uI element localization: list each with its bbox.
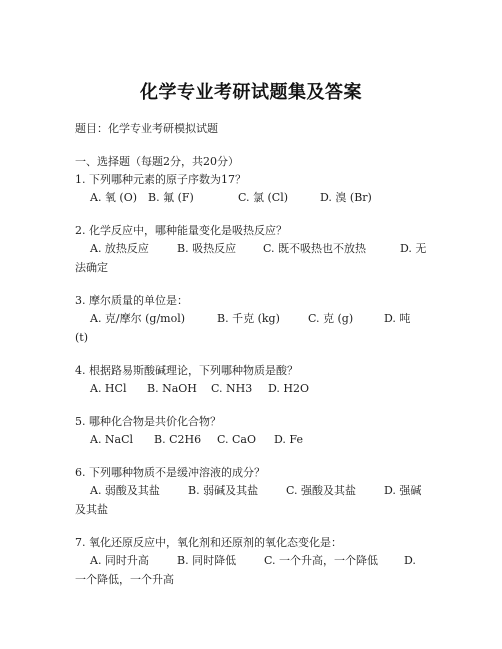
question-3-stem: 3. 摩尔质量的单位是： xyxy=(75,294,188,307)
question-2-option-b: B. 吸热反应 xyxy=(177,242,237,255)
question-5-option-a: A. NaCl xyxy=(90,433,134,446)
question-3-option-b: B. 千克 (kg) xyxy=(217,312,280,325)
question-4-option-c: C. NH3 xyxy=(211,382,253,395)
question-1-option-a: A. 氧 (O) xyxy=(90,191,138,204)
question-6-stem: 6. 下列哪种物质不是缓冲溶液的成分？ xyxy=(75,466,265,479)
exam-subject: 题目：化学专业考研模拟试题 xyxy=(75,122,218,135)
question-2-option-d-continuation: 法确定 xyxy=(75,261,108,274)
question-5-option-d: D. Fe xyxy=(274,433,303,446)
question-1-option-d: D. 溴 (Br) xyxy=(320,191,372,204)
question-6-option-c: C. 强酸及其盐 xyxy=(286,484,357,497)
question-3-option-c: C. 克 (g) xyxy=(308,312,354,325)
question-7-option-c: C. 一个升高，一个降低 xyxy=(264,554,379,567)
question-7-option-d-continuation: 一个降低，一个升高 xyxy=(75,573,174,586)
question-2-stem: 2. 化学反应中，哪种能量变化是吸热反应？ xyxy=(75,224,287,237)
question-4-stem: 4. 根据路易斯酸碱理论，下列哪种物质是酸？ xyxy=(75,364,298,377)
question-1-option-c: C. 氯 (Cl) xyxy=(238,191,289,204)
question-3-option-a: A. 克/摩尔 (g/mol) xyxy=(90,312,186,325)
question-3-option-d-continuation: (t) xyxy=(75,331,89,344)
question-2-option-c: C. 既不吸热也不放热 xyxy=(263,242,367,255)
question-4-option-d: D. H2O xyxy=(268,382,310,395)
question-2-option-d: D. 无 xyxy=(400,242,427,255)
question-7-stem: 7. 氧化还原反应中，氧化剂和还原剂的氧化态变化是： xyxy=(75,536,342,549)
question-7-option-d: D. xyxy=(404,554,416,567)
question-3-option-d: D. 吨 xyxy=(384,312,411,325)
question-7-option-a: A. 同时升高 xyxy=(90,554,149,567)
question-6-option-b: B. 弱碱及其盐 xyxy=(188,484,259,497)
question-1-option-b: B. 氟 (F) xyxy=(148,191,194,204)
question-4-option-a: A. HCl xyxy=(90,382,127,395)
question-5-option-c: C. CaO xyxy=(217,433,257,446)
question-6-option-d-continuation: 及其盐 xyxy=(75,503,108,516)
section-heading: 一、选择题（每题2分，共20分） xyxy=(75,155,239,168)
question-1-stem: 1. 下列哪种元素的原子序数为17？ xyxy=(75,173,246,186)
question-2-option-a: A. 放热反应 xyxy=(90,242,149,255)
question-5-option-b: B. C2H6 xyxy=(154,433,202,446)
question-6-option-d: D. 强碱 xyxy=(384,484,422,497)
question-4-option-b: B. NaOH xyxy=(147,382,197,395)
document-title: 化学专业考研试题集及答案 xyxy=(140,82,362,103)
question-6-option-a: A. 弱酸及其盐 xyxy=(90,484,160,497)
question-5-stem: 5. 哪种化合物是共价化合物？ xyxy=(75,415,221,428)
question-7-option-b: B. 同时降低 xyxy=(177,554,237,567)
